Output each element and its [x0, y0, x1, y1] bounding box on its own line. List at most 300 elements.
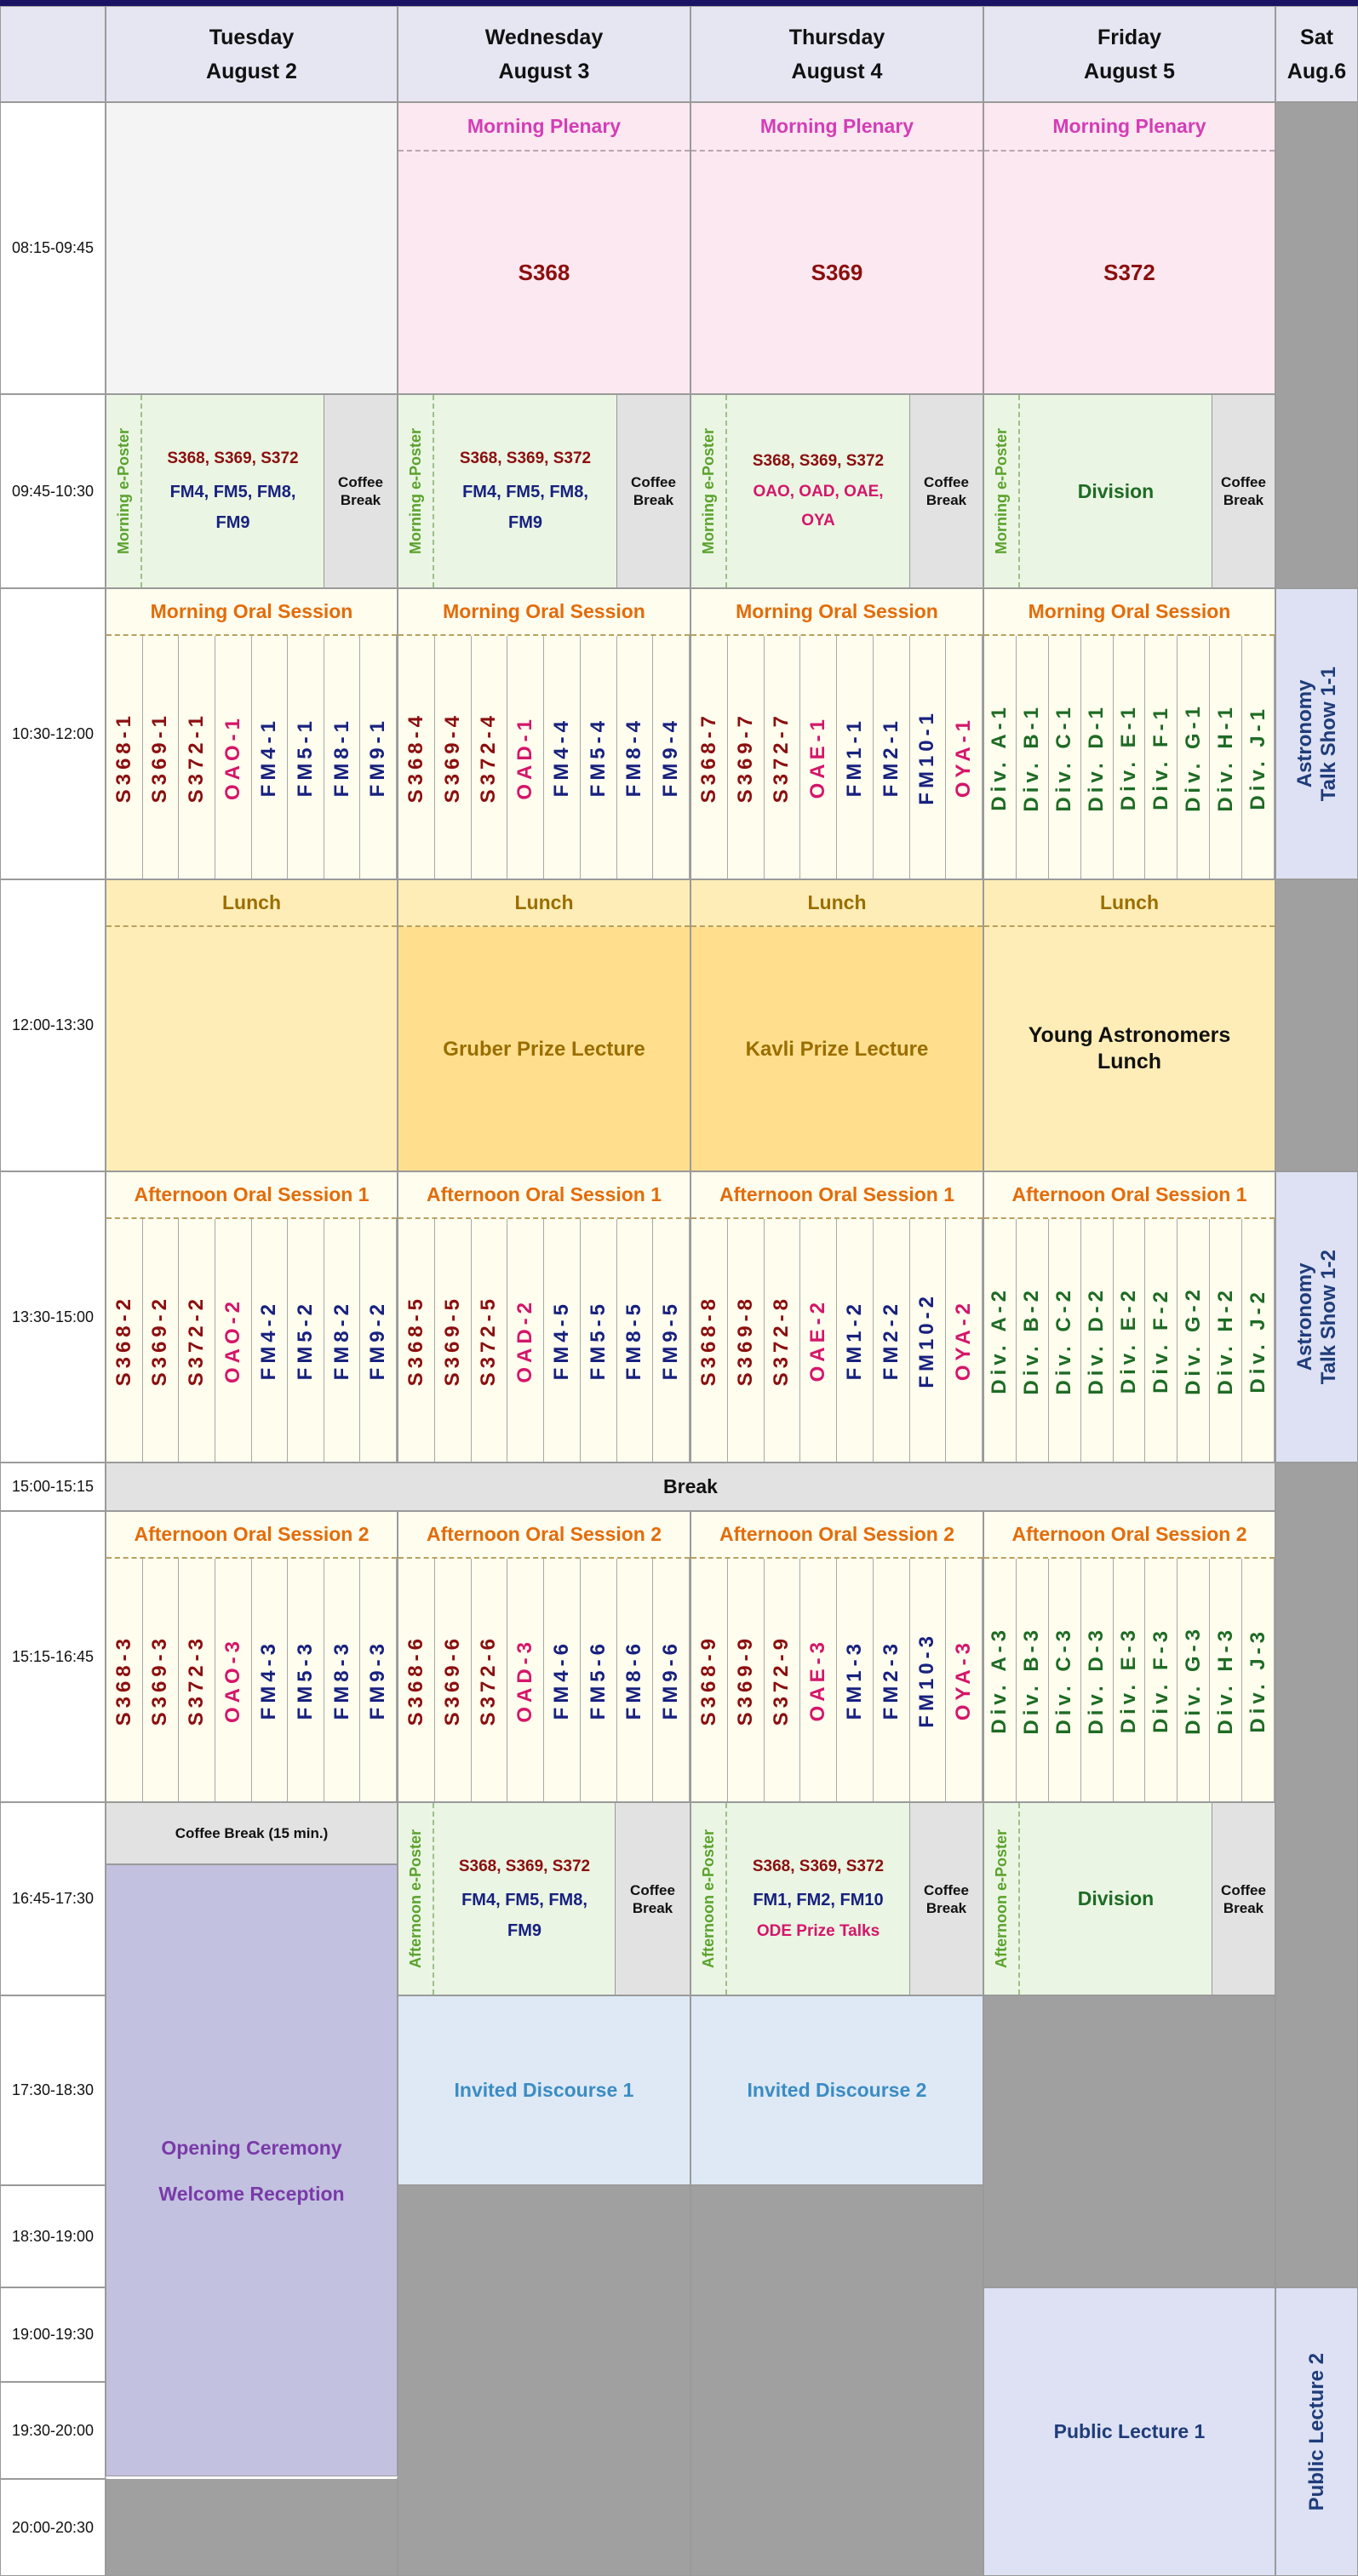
oral-slot[interactable] [398, 1219, 435, 1462]
oral-slot-label: Div. G-1 [1181, 702, 1205, 812]
poster-focus-meetings: FM4, FM5, FM8, FM9 [169, 483, 296, 532]
oral-slot[interactable] [800, 1559, 837, 1801]
oral-slot-label: FM5-2 [293, 1300, 317, 1381]
time-slot [0, 879, 106, 1171]
oral-slot-label: OAO-2 [221, 1297, 244, 1383]
lunch-event: Gruber Prize Lecture [443, 1037, 645, 1061]
oral-slots [106, 636, 397, 879]
lunch-body [398, 927, 690, 1171]
oral-session-thu [690, 1171, 983, 1463]
day-header-friday [983, 6, 1275, 102]
oral-slot[interactable] [1145, 1559, 1178, 1801]
oral-slot[interactable] [1049, 636, 1081, 879]
eposter-text: Afternoon e-Poster [699, 1829, 717, 1968]
poster-sessions [142, 395, 324, 587]
coffee-break-label: Coffee Break [630, 1881, 675, 1916]
oral-session-wed [398, 1171, 690, 1463]
oral-slot-label: Div. A-3 [988, 1626, 1011, 1734]
oral-slot-label: FM9-5 [659, 1300, 683, 1381]
oral-slot[interactable] [765, 1559, 801, 1801]
plenary-session: S372 [1103, 259, 1155, 285]
oral-slot[interactable] [617, 636, 654, 879]
oral-slot-label: S369-3 [148, 1634, 172, 1726]
oral-slot[interactable] [946, 1219, 983, 1462]
lunch-event: Young Astronomers Lunch [1028, 1023, 1231, 1073]
oral-slot[interactable] [398, 636, 435, 879]
morning-plenary [398, 102, 690, 394]
oral-slot-label: FM9-1 [366, 717, 390, 798]
oral-slot[interactable] [1145, 1219, 1178, 1462]
morning-plenary [983, 102, 1275, 394]
oral-slot-label: S372-5 [477, 1294, 501, 1387]
oral-slot[interactable] [435, 1219, 472, 1462]
public-lecture-2-label: Public Lecture 2 [1304, 2352, 1328, 2511]
oral-slot-label: FM2-2 [879, 1300, 902, 1381]
oral-slots [691, 1559, 983, 1801]
lunch-block [983, 879, 1275, 1171]
oral-slot[interactable] [360, 636, 397, 879]
oral-slot[interactable] [252, 1559, 289, 1801]
oral-slot-label: OAD-1 [513, 714, 537, 800]
time-label: 16:45-17:30 [11, 1890, 95, 1907]
oral-slot[interactable] [800, 1219, 837, 1462]
oral-slot[interactable] [179, 1559, 215, 1801]
oral-slot-label: Div. D-1 [1085, 702, 1109, 812]
session-title: Afternoon Oral Session 2 [691, 1512, 983, 1559]
coffee-break-15: Coffee Break (15 min.) [106, 1802, 398, 1864]
oral-slot[interactable] [1017, 1219, 1049, 1462]
morning-poster-block [690, 394, 983, 588]
oral-slot[interactable] [653, 1559, 690, 1801]
day-header-wednesday [398, 6, 690, 102]
oral-slot[interactable] [507, 636, 544, 879]
division-label: Division [1077, 1887, 1155, 1909]
talk-show-line: Talk Show 1-1 [1316, 666, 1340, 802]
oral-slot[interactable] [288, 1219, 324, 1462]
poster-symposia: S368, S369, S372 [458, 1857, 591, 1875]
time-label: 15:15-16:45 [11, 1647, 95, 1665]
eposter-text: Morning e-Poster [699, 427, 717, 554]
oral-slot[interactable] [581, 636, 617, 879]
time-slot [0, 1171, 106, 1463]
coffee-break-label: Coffee Break [631, 474, 676, 508]
coffee-break [909, 395, 983, 587]
eposter-text: Afternoon e-Poster [406, 1829, 424, 1968]
poster-symposia: S368, S369, S372 [459, 449, 592, 467]
oral-slot[interactable] [472, 1559, 508, 1801]
lunch-body [691, 927, 983, 1171]
lunch-title: Lunch [398, 880, 690, 927]
oral-slot-label: S369-7 [733, 711, 757, 804]
lunch-body [984, 927, 1275, 1171]
time-slot [0, 588, 106, 879]
time-slot [0, 1802, 106, 1995]
eposter-label [106, 395, 142, 587]
coffee-break-label: Coffee Break [1221, 1881, 1266, 1916]
session-title: Afternoon Oral Session 2 [398, 1512, 690, 1559]
tue-morning-free [106, 102, 398, 394]
oral-slot[interactable] [507, 1559, 544, 1801]
oral-slot[interactable] [1242, 636, 1275, 879]
oral-slot-label: S369-6 [440, 1634, 464, 1726]
eposter-text: Morning e-Poster [406, 427, 424, 554]
session-title: Morning Oral Session [106, 589, 397, 636]
oral-slot-label: FM8-6 [622, 1640, 646, 1720]
time-label: 17:30-18:30 [11, 2081, 95, 2098]
opening-ceremony-block [106, 1864, 398, 2476]
oral-slot-label: Div. E-3 [1117, 1626, 1140, 1734]
eposter-label [984, 395, 1020, 587]
talk-show-label [1293, 667, 1341, 801]
day-date: Aug.6 [1286, 59, 1347, 83]
poster-focus-meetings: FM4, FM5, FM8, FM9 [461, 1890, 587, 1940]
oral-session-fri [983, 1511, 1275, 1802]
lunch-title: Lunch [106, 880, 397, 927]
oral-slot[interactable] [1114, 636, 1146, 879]
oral-slot[interactable] [946, 636, 983, 879]
lunch-block [398, 879, 690, 1171]
oral-slot[interactable] [910, 1559, 947, 1801]
oral-session-tue [106, 1511, 398, 1802]
oral-slot-label: Div. J-2 [1246, 1287, 1269, 1394]
oral-slot[interactable] [1210, 636, 1242, 879]
oral-slot[interactable] [984, 1559, 1017, 1801]
oral-slot-label: FM1-1 [842, 717, 866, 798]
oral-slots [106, 1219, 397, 1462]
day-date: August 2 [206, 59, 297, 83]
oral-slot[interactable] [837, 636, 874, 879]
oral-slot[interactable] [106, 1559, 143, 1801]
poster-focus-meetings: FM1, FM2, FM10 [753, 1890, 884, 1909]
lunch-title: Lunch [984, 880, 1275, 927]
oral-slot[interactable] [617, 1219, 654, 1462]
oral-slot-label: OYA-3 [952, 1639, 976, 1721]
coffee-break-label: Coffee Break [924, 1881, 969, 1916]
oral-slot[interactable] [765, 636, 801, 879]
oral-slot-label: Div. C-2 [1052, 1285, 1076, 1395]
oral-slot-label: FM9-2 [366, 1300, 390, 1381]
poster-focus-meetings: FM4, FM5, FM8, FM9 [462, 483, 588, 532]
oral-slot[interactable] [800, 636, 837, 879]
poster-sessions [434, 1803, 615, 1995]
lunch-title: Lunch [691, 880, 983, 927]
oral-slot-label: S368-5 [404, 1294, 427, 1387]
coffee-break [1212, 395, 1275, 587]
oral-slot-label: FM4-6 [549, 1640, 573, 1720]
oral-slot[interactable] [1081, 1559, 1114, 1801]
oral-slot-label: Div. A-1 [988, 703, 1011, 811]
oral-slot[interactable] [874, 636, 910, 879]
oral-slot[interactable] [179, 1219, 215, 1462]
oral-slot[interactable] [691, 1219, 728, 1462]
oral-slots [984, 636, 1275, 879]
oral-slot-label: Div. F-2 [1149, 1287, 1172, 1394]
oral-slot[interactable] [324, 1559, 361, 1801]
oral-slot-label: S372-4 [477, 711, 501, 804]
day-name: Friday [1097, 25, 1162, 49]
oral-slot[interactable] [1210, 1219, 1242, 1462]
oral-slot-label: S369-2 [148, 1294, 172, 1387]
oral-slot-label: Div. B-3 [1020, 1625, 1044, 1735]
oral-slot-label: Div. H-2 [1213, 1285, 1237, 1395]
oral-slot[interactable] [252, 1219, 289, 1462]
oral-slot-label: FM9-3 [366, 1640, 390, 1720]
oral-slot[interactable] [544, 1219, 581, 1462]
session-title: Morning Oral Session [984, 589, 1275, 636]
day-date: August 3 [498, 59, 590, 83]
time-label: 13:30-15:00 [11, 1308, 95, 1325]
oral-slots [691, 636, 983, 879]
morning-poster-block [106, 394, 398, 588]
time-label: 08:15-09:45 [11, 239, 95, 256]
oral-slot[interactable] [143, 1559, 180, 1801]
poster-sessions [434, 395, 616, 587]
oral-slot[interactable] [324, 636, 361, 879]
oral-slot[interactable] [728, 636, 765, 879]
talk-show-label [1293, 1250, 1341, 1384]
oral-slot-label: Div. F-1 [1149, 704, 1172, 810]
oral-slot-label: FM10-3 [915, 1632, 939, 1728]
oral-slot-label: FM4-5 [549, 1300, 573, 1381]
oral-slot[interactable] [215, 1559, 252, 1801]
oral-slot-label: FM9-6 [659, 1640, 683, 1720]
oral-slot-label: FM10-2 [915, 1292, 939, 1388]
session-title: Afternoon Oral Session 1 [398, 1172, 690, 1219]
oral-slot[interactable] [581, 1559, 617, 1801]
oral-slot-label: Div. E-1 [1117, 703, 1140, 811]
oral-slot[interactable] [1081, 636, 1114, 879]
coffee-break-label: Coffee Break [338, 474, 383, 508]
oral-session-wed [398, 588, 690, 879]
oral-slot[interactable] [910, 636, 947, 879]
time-slot [0, 1463, 106, 1511]
oral-slot-label: S372-1 [185, 711, 209, 804]
oral-slot[interactable] [288, 636, 324, 879]
oral-slot-label: FM5-5 [586, 1300, 610, 1381]
oral-slot-label: FM5-6 [586, 1640, 610, 1720]
eposter-text: Morning e-Poster [114, 427, 132, 554]
oral-slot[interactable] [252, 636, 289, 879]
oral-slot-label: S368-1 [112, 711, 135, 804]
oral-slot[interactable] [360, 1559, 397, 1801]
oral-slot-label: OAE-1 [806, 715, 830, 799]
oral-slot-label: FM5-1 [293, 717, 317, 798]
session-title: Afternoon Oral Session 1 [984, 1172, 1275, 1219]
oral-slot[interactable] [617, 1559, 654, 1801]
talk-show-line: Astronomy [1292, 679, 1316, 788]
poster-symposia: S368, S369, S372 [752, 452, 885, 470]
time-slot [0, 2382, 106, 2479]
oral-slot-label: S369-1 [148, 711, 172, 804]
oral-slot[interactable] [984, 1219, 1017, 1462]
oral-slot-label: OYA-1 [952, 716, 976, 799]
oral-slot[interactable] [324, 1219, 361, 1462]
oral-slot-label: FM8-1 [329, 717, 353, 798]
oral-slot-label: Div. E-2 [1117, 1286, 1140, 1394]
sat-talk-show-1-2 [1275, 1171, 1358, 1463]
oral-slot[interactable] [653, 1219, 690, 1462]
oral-slot-label: FM10-1 [915, 709, 939, 805]
poster-sessions [1020, 1803, 1212, 1995]
public-lecture-1: Public Lecture 1 [983, 2287, 1275, 2576]
day-name: Sat [1300, 25, 1333, 49]
oral-slot[interactable] [728, 1219, 765, 1462]
lunch-block [690, 879, 983, 1171]
oral-slot[interactable] [215, 1219, 252, 1462]
sat-lunch-free [1275, 879, 1358, 1171]
oral-slot[interactable] [837, 1219, 874, 1462]
poster-other: OAO, OAD, OAE, OYA [753, 483, 884, 530]
oral-slot-label: FM4-1 [257, 717, 281, 798]
oral-slot[interactable] [1178, 1559, 1210, 1801]
oral-slot-label: S368-3 [112, 1634, 135, 1726]
break-bar: Break [106, 1463, 1275, 1511]
oral-slot[interactable] [1049, 1559, 1081, 1801]
oral-slot-label: S368-9 [696, 1634, 720, 1726]
oral-slot[interactable] [653, 636, 690, 879]
oral-slot[interactable] [765, 1219, 801, 1462]
talk-show-line: Astronomy [1292, 1262, 1316, 1371]
oral-slot[interactable] [1210, 1559, 1242, 1801]
oral-slot-label: FM4-3 [257, 1640, 281, 1720]
oral-slot[interactable] [143, 1219, 180, 1462]
oral-slot[interactable] [435, 636, 472, 879]
invited-discourse: Invited Discourse 1 [398, 1995, 690, 2185]
oral-slot-label: Div. D-3 [1085, 1625, 1109, 1735]
oral-slot-label: OAO-1 [221, 713, 244, 800]
oral-slots [398, 1559, 690, 1801]
oral-slot-label: FM8-5 [622, 1300, 646, 1381]
oral-slot-label: S369-4 [440, 711, 464, 804]
coffee-break [616, 395, 690, 587]
oral-slot[interactable] [946, 1559, 983, 1801]
session-title: Afternoon Oral Session 2 [984, 1512, 1275, 1559]
division-label: Division [1077, 479, 1155, 502]
day-date: August 5 [1084, 59, 1175, 83]
oral-slot-label: Div. C-1 [1052, 702, 1076, 812]
afternoon-poster-block [690, 1802, 983, 1995]
afternoon-poster-block [983, 1802, 1275, 1995]
oral-slot-label: OYA-2 [952, 1299, 976, 1382]
coffee-break-label: Coffee Break [1221, 474, 1266, 508]
oral-slot-label: FM1-3 [842, 1640, 866, 1720]
time-slot [0, 102, 106, 394]
oral-slot-label: OAE-2 [806, 1298, 830, 1382]
oral-slot[interactable] [215, 636, 252, 879]
oral-slot-label: Div. H-1 [1213, 702, 1237, 812]
oral-slot[interactable] [1178, 636, 1210, 879]
poster-sessions [727, 1803, 909, 1995]
oral-slot[interactable] [874, 1559, 910, 1801]
oral-slot-label: FM2-1 [879, 717, 902, 798]
oral-slot[interactable] [1114, 1219, 1146, 1462]
oral-session-tue [106, 588, 398, 879]
day-header-thursday [690, 6, 983, 102]
oral-slots [398, 1219, 690, 1462]
time-label: 20:00-20:30 [11, 2518, 95, 2536]
session-title: Morning Oral Session [691, 589, 983, 636]
oral-slot-label: Div. B-1 [1020, 702, 1044, 812]
oral-slot[interactable] [143, 636, 180, 879]
oral-slot[interactable] [728, 1559, 765, 1801]
lunch-block [106, 879, 398, 1171]
oral-slot[interactable] [837, 1559, 874, 1801]
oral-slot-label: Div. A-2 [988, 1286, 1011, 1394]
oral-slot[interactable] [435, 1559, 472, 1801]
day-name: Wednesday [484, 25, 604, 49]
opening-ceremony: Opening Ceremony [161, 2136, 342, 2159]
oral-session-wed [398, 1511, 690, 1802]
oral-slot-label: FM9-4 [659, 717, 683, 798]
oral-slot[interactable] [1242, 1559, 1275, 1801]
oral-slot[interactable] [1242, 1219, 1275, 1462]
time-slot [0, 1511, 106, 1802]
lunch-event: Kavli Prize Lecture [745, 1037, 929, 1061]
oral-slot[interactable] [1017, 636, 1049, 879]
oral-slot[interactable] [1049, 1219, 1081, 1462]
eposter-label [398, 395, 434, 587]
oral-slot[interactable] [507, 1219, 544, 1462]
oral-slot[interactable] [106, 1219, 143, 1462]
oral-slot[interactable] [1145, 636, 1178, 879]
oral-slot[interactable] [398, 1559, 435, 1801]
oral-slot-label: FM4-4 [549, 717, 573, 798]
poster-sessions [727, 395, 909, 587]
oral-slot-label: S372-6 [477, 1634, 501, 1726]
oral-slot-label: FM5-3 [293, 1640, 317, 1720]
oral-slot-label: FM8-3 [329, 1640, 353, 1720]
oral-session-thu [690, 1511, 983, 1802]
oral-slot[interactable] [910, 1219, 947, 1462]
session-title: Afternoon Oral Session 2 [106, 1512, 397, 1559]
eposter-label [691, 395, 727, 587]
time-slot [0, 1995, 106, 2185]
afternoon-poster-block [398, 1802, 690, 1995]
morning-plenary-title: Morning Plenary [984, 103, 1275, 152]
plenary-session: S368 [518, 259, 570, 285]
oral-slot[interactable] [874, 1219, 910, 1462]
oral-slot[interactable] [691, 636, 728, 879]
oral-slot[interactable] [1017, 1559, 1049, 1801]
oral-slot[interactable] [360, 1219, 397, 1462]
sat-free-morning [1275, 102, 1358, 588]
oral-slot-label: Div. G-2 [1181, 1285, 1205, 1395]
oral-slot[interactable] [1114, 1559, 1146, 1801]
oral-slot-label: S369-8 [733, 1294, 757, 1387]
oral-session-thu [690, 588, 983, 879]
oral-slot[interactable] [106, 636, 143, 879]
oral-slot[interactable] [984, 636, 1017, 879]
oral-slot[interactable] [581, 1219, 617, 1462]
oral-slot[interactable] [179, 636, 215, 879]
day-date: August 4 [791, 59, 883, 83]
oral-slot[interactable] [1178, 1219, 1210, 1462]
oral-slot[interactable] [288, 1559, 324, 1801]
oral-slot-label: S369-9 [733, 1634, 757, 1726]
sat-free-afternoon [1275, 1463, 1358, 2287]
oral-slot-label: FM8-4 [622, 717, 646, 798]
oral-slot-label: Div. J-1 [1246, 704, 1269, 810]
time-slot [0, 394, 106, 588]
oral-slot-label: S368-2 [112, 1294, 135, 1387]
oral-slot[interactable] [544, 1559, 581, 1801]
oral-slot[interactable] [691, 1559, 728, 1801]
oral-slot-label: S368-6 [404, 1634, 427, 1726]
oral-slot[interactable] [472, 1219, 508, 1462]
oral-slot[interactable] [544, 636, 581, 879]
oral-slot[interactable] [1081, 1219, 1114, 1462]
oral-slot[interactable] [472, 636, 508, 879]
